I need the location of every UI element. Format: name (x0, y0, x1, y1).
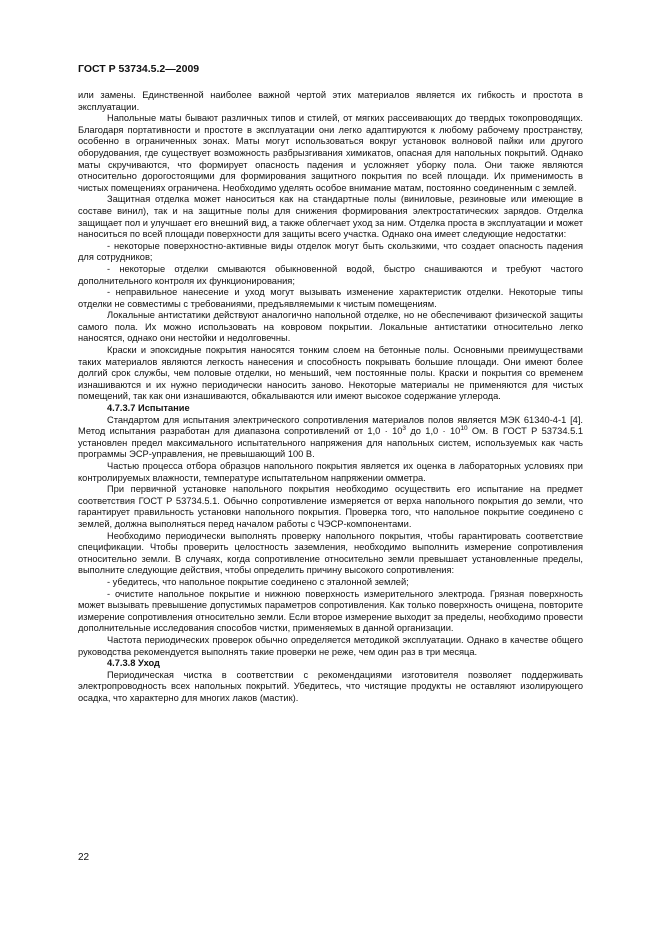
superscript: 10 (460, 425, 468, 433)
section-heading: 4.7.3.8 Уход (107, 658, 160, 669)
list-item: - некоторые поверхностно-активные виды отделок могут быть скользкими, что создает опасность падения для сотрудников; (78, 240, 583, 263)
paragraph-text: Стандартом для испытания электрического сопротивления материалов полов является МЭК 61340-4-1 [4]. Метод испытания разработан для диапазона сопротивлений от 1,0 · 10 (78, 414, 583, 437)
paragraph: Защитная отделка может наноситься как на стандартные полы (виниловые, резиновые или имеющие в составе винил), так и на защитные полы для снижения формирования электростатических зарядов. Отделка защищает пол и улучшает его внешний вид, а также облегчает уход за ним. Отделка проста в эксплуатации и может наноситься по всей площади поверхности для защиты всего участка. Однако она имеет следующие недостатки: (78, 194, 583, 240)
document-body (78, 90, 583, 704)
paragraph (78, 415, 583, 461)
paragraph: Частью процесса отбора образцов напольного покрытия является их оценка в лабораторных условиях при контролируемых влажности, температуре испытательном напряжении омметра. (78, 461, 583, 483)
list-item: - убедитесь, что напольное покрытие соединено с эталонной землей; (107, 576, 409, 587)
paragraph: При первичной установке напольного покрытия необходимо осуществить его испытание на предмет соответствия ГОСТ Р 53734.5.1. Обычно сопротивление измеряется от верха напольного покрытия до земли, что гарантирует правильность установки напольного покрытия. Проверка того, что напольное покрытие соединено с землей, должна выполняться перед началом работы с ЧЭСР-компонентами. (78, 484, 583, 529)
paragraph-text: до 1,0 · 10 (406, 426, 461, 437)
paragraph: Локальные антистатики действуют аналогично напольной отделке, но не обеспечивают физической защиты самого пола. Их можно использовать на ковровом покрытии. Локальные антистатики относительно легко наносятся, однако они нестойки и недолговечны. (78, 310, 583, 344)
list-item: - неправильное нанесение и уход могут вызывать изменение характеристик отделки. Некоторые типы отделки не совместимы с требованиями, предъявляемыми к чистым помещениям. (78, 287, 583, 309)
list-item: - некоторые отделки смываются обыкновенной водой, быстро снашиваются и требуют частого дополнительного контроля их функционирования; (78, 263, 583, 286)
paragraph-text: Ом. В ГОСТ Р 53734.5.1 установлен предел максимального испытательного напряжения для напольных систем, используемых как часть программы ЭСР-управления, не превышающий 100 В. (78, 426, 583, 460)
paragraph: Напольные маты бывают различных типов и стилей, от мягких рассеивающих до твердых токопроводящих. Благодаря портативности и простоте в эксплуатации они легко адаптируются к любому рабочему пространству, особенно в ограниченных зонах. Маты могут использоваться вокруг установок волновой пайки или другого оборудования, где существует возможность разбрызгивания химикатов, опасная для напольных покрытий. Однако маты скручиваются, что формирует опасность падения и усложняет уборку пола. Они также являются относительно дорогостоящими для формирования защитного покрытия по всей площади. Их применимость в чистых помещениях ограничена. Необходимо уделять особое внимание матам, постоянно соединенным с землей. (78, 113, 583, 193)
list-item: - очистите напольное покрытие и нижнюю поверхность измерительного электрода. Грязная поверхность может вызывать превышение допустимых параметров сопротивления. Как только поверхность очищена, повторите измерение сопротивления относительно земли. Если второе измерение выходит за пределы, необходимо провести дополнительные исследования способов чистки, применяемых в данной организации. (78, 588, 583, 634)
superscript: 3 (402, 425, 407, 433)
paragraph: Периодическая чистка в соответствии с рекомендациями изготовителя позволяет поддерживать электропроводность всех напольных покрытий. Убедитесь, что чистящие продукты не оставляют изолирующего осадка, что характерно для многих лаков (мастик). (78, 669, 583, 703)
paragraph: Необходимо периодически выполнять проверку напольного покрытия, чтобы гарантировать соответствие спецификации. Чтобы проверить целостность заземления, необходимо выполнить измерение сопротивления относительно земли. В случаях, когда сопротивление относительно земли превышает установленные пределы, выполните следующие действия, чтобы определить причину высокого сопротивления: (78, 530, 583, 576)
page-number: 22 (78, 852, 90, 863)
section-heading: 4.7.3.7 Испытание (107, 403, 190, 414)
paragraph: Краски и эпоксидные покрытия наносятся тонким слоем на бетонные полы. Основными преимуществами таких материалов являются легкость нанесения и способность покрывать большие площади. Они имеют более долгий срок службы, чем половые отделки, но меньший, чем постоянные полы. Краски и покрытия со временем изнашиваются и их нужно периодически наносить заново. Некоторые материалы не применяются для чистых помещений, так как они изнашиваются, обкалываются или имеют высокое содержание углерода. (78, 345, 583, 402)
paragraph: Частота периодических проверок обычно определяется методикой эксплуатации. Однако в качестве общего руководства рекомендуется выполнять такие проверки не реже, чем один раз в три месяца. (78, 634, 583, 657)
paragraph: или замены. Единственной наиболее важной чертой этих материалов является их гибкость и простота в эксплуатации. (78, 90, 583, 112)
document-header: ГОСТ Р 53734.5.2—2009 (78, 63, 200, 75)
